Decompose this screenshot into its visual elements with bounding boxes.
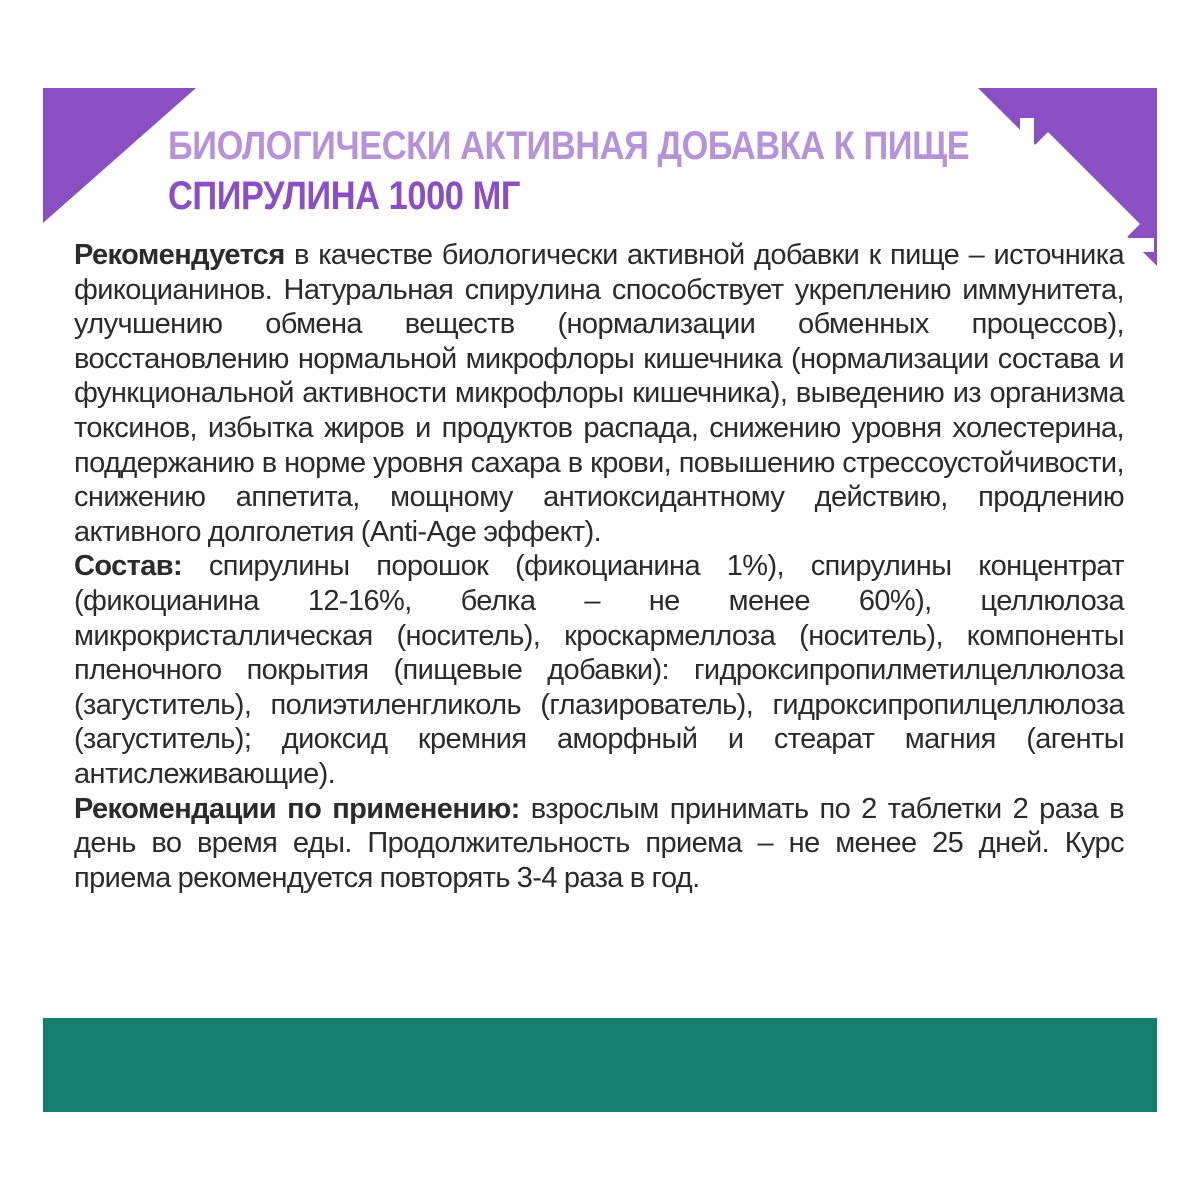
title-product-category: БИОЛОГИЧЕСКИ АКТИВНАЯ ДОБАВКА К ПИЩЕ [168, 124, 970, 168]
section-recommended-label: Рекомендуется [74, 239, 285, 271]
section-recommended-text: в качестве биологически активной добавки к пище – источника фикоцианинов. Натуральная спирулина способствует укреплению иммунитета, улучшению обмена веществ (нормализации обменных процессов), восстановлению нормальной микрофлоры кишечника (нормализации состава и функциональной активности микрофлоры кишечника), выведению из организма токсинов, избытка жиров и продуктов распада, снижению уровня холестерина, поддержанию в норме уровня сахара в крови, повышению стрессоустойчивости, снижению аппетита, мощному антиоксидантному действию, продлению активного долголетия (Anti-Age эффект). [74, 239, 1124, 548]
section-usage-text: взрослым принимать по 2 таблетки 2 раза в день во время еды. Продолжительность приема – не менее 25 дней. Курс приема рекомендуется повторять 3-4 раза в год. [74, 792, 1124, 894]
title-product-name: СПИРУЛИНА 1000 МГ [168, 174, 520, 218]
section-usage-label: Рекомендации по применению: [74, 792, 520, 825]
section-composition-text: спирулины порошок (фикоцианина 1%), спирулины концентрат (фикоцианина 12-16%, белка – не менее 60%), целлюлоза микрокристаллическая (носитель), кроскармеллоза (носитель), компоненты пленочного покрытия (пищевые добавки): гидроксипропилметилцеллюлоза (загуститель), полиэтиленгликоль (глазирователь), гидроксипропилцеллюлоза (загуститель); диоксид кремния аморфный и стеарат магния (агенты антислеживающие). [74, 550, 1124, 790]
description-text [74, 238, 1124, 895]
bottom-green-band [43, 1018, 1157, 1112]
section-recommended [74, 238, 1124, 549]
section-composition-label: Состав: [74, 550, 183, 583]
section-usage [74, 792, 1124, 896]
title-block [168, 122, 988, 222]
section-composition [74, 549, 1124, 791]
